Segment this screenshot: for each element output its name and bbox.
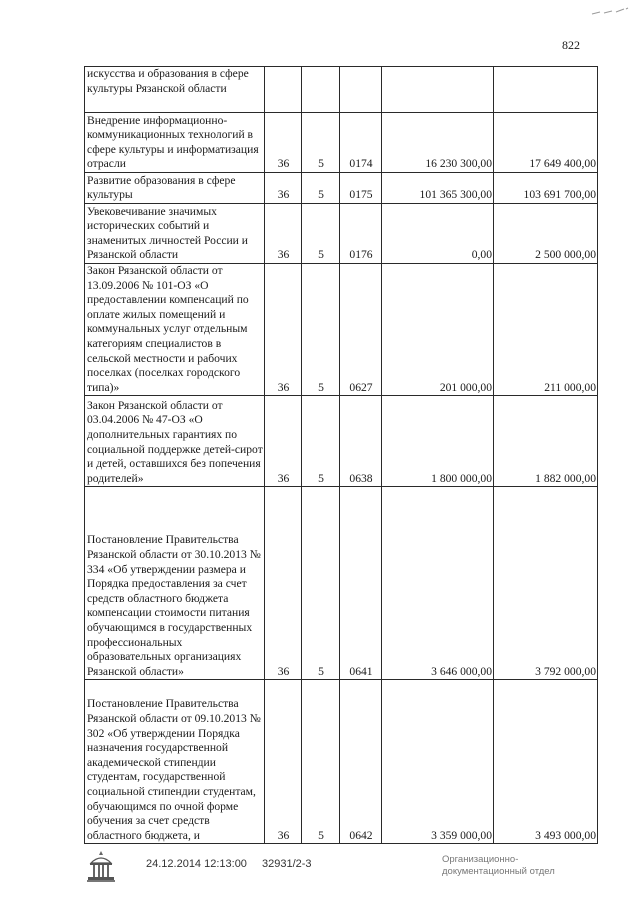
row-amount-1: 1 800 000,00	[382, 396, 494, 487]
row-amount-1: 3 646 000,00	[382, 487, 494, 680]
table-row	[85, 204, 598, 264]
page-number: 822	[562, 38, 580, 52]
row-name: Развитие образования в сфере культуры	[85, 173, 265, 204]
row-code-3: 0627	[340, 264, 382, 396]
row-amount-2: 103 691 700,00	[494, 173, 598, 204]
row-name: Закон Рязанской области от 13.09.2006 № 101-ОЗ «О предоставлении компенсаций по оплате жилых помещений и коммунальных услуг отдельным категориям специалистов в сельской местности и рабочих поселках (поселках городского типа)»	[85, 264, 265, 396]
table-row	[85, 173, 598, 204]
table-row	[85, 264, 598, 396]
table-row	[85, 67, 598, 113]
row-code-1: 36	[265, 680, 302, 844]
row-amount-1: 3 359 000,00	[382, 680, 494, 844]
row-amount-2: 17 649 400,00	[494, 113, 598, 173]
footer-dept-line-1: Организационно-	[442, 854, 519, 865]
row-code-1: 36	[265, 204, 302, 264]
row-code-1: 36	[265, 396, 302, 487]
table-row	[85, 487, 598, 680]
row-code-3	[340, 67, 382, 113]
row-code-3: 0641	[340, 487, 382, 680]
row-code-1: 36	[265, 264, 302, 396]
row-code-2: 5	[302, 264, 340, 396]
row-amount-2: 3 493 000,00	[494, 680, 598, 844]
row-code-3: 0174	[340, 113, 382, 173]
row-code-1: 36	[265, 487, 302, 680]
row-name: Внедрение информационно-коммуникационных технологий в сфере культуры и информатизация отрасли	[85, 113, 265, 173]
row-amount-2: 1 882 000,00	[494, 396, 598, 487]
scan-mark-icon	[590, 6, 630, 20]
row-name: Постановление Правительства Рязанской области от 09.10.2013 № 302 «Об утверждении Порядка назначения государственной академической стипендии студентам, государственной социальной стипендии студентам, обучающимся по очной форме обучения за счет средств областного бюджета, и	[85, 680, 265, 844]
row-amount-1: 201 000,00	[382, 264, 494, 396]
row-code-2: 5	[302, 113, 340, 173]
footer-doc-code: 32931/2-3	[262, 858, 312, 870]
row-code-1: 36	[265, 113, 302, 173]
row-name: Постановление Правительства Рязанской области от 30.10.2013 № 334 «Об утверждении размера и Порядка предоставления за счет средств областного бюджета компенсации стоимости питания обучающимся в государственных профессиональных образовательных организациях Рязанской области»	[85, 487, 265, 680]
table-row	[85, 396, 598, 487]
row-name: искусства и образования в сфере культуры Рязанской области	[85, 67, 265, 113]
footer-department	[442, 854, 555, 878]
table-row	[85, 680, 598, 844]
row-amount-2: 211 000,00	[494, 264, 598, 396]
row-name: Увековечивание значимых исторических событий и знаменитых личностей России и Рязанской области	[85, 204, 265, 264]
row-amount-2	[494, 67, 598, 113]
row-code-2: 5	[302, 680, 340, 844]
row-code-2: 5	[302, 396, 340, 487]
table-row	[85, 113, 598, 173]
footer-datetime: 24.12.2014 12:13:00	[146, 858, 247, 870]
row-amount-1	[382, 67, 494, 113]
row-code-3: 0175	[340, 173, 382, 204]
row-amount-1: 16 230 300,00	[382, 113, 494, 173]
page-footer	[0, 850, 640, 900]
row-code-2: 5	[302, 487, 340, 680]
row-code-3: 0638	[340, 396, 382, 487]
row-amount-2: 2 500 000,00	[494, 204, 598, 264]
row-amount-2: 3 792 000,00	[494, 487, 598, 680]
row-code-3: 0176	[340, 204, 382, 264]
footer-dept-line-2: документационный отдел	[442, 866, 555, 877]
row-name: Закон Рязанской области от 03.04.2006 № 47-ОЗ «О дополнительных гарантиях по социальной поддержке детей-сирот и детей, оставшихся без попечения родителей»	[85, 396, 265, 487]
row-code-2	[302, 67, 340, 113]
row-code-3: 0642	[340, 680, 382, 844]
row-code-2: 5	[302, 173, 340, 204]
row-code-1: 36	[265, 173, 302, 204]
row-amount-1: 0,00	[382, 204, 494, 264]
row-code-2: 5	[302, 204, 340, 264]
row-code-1	[265, 67, 302, 113]
row-amount-1: 101 365 300,00	[382, 173, 494, 204]
budget-table	[84, 66, 598, 844]
building-emblem-icon	[86, 850, 116, 884]
